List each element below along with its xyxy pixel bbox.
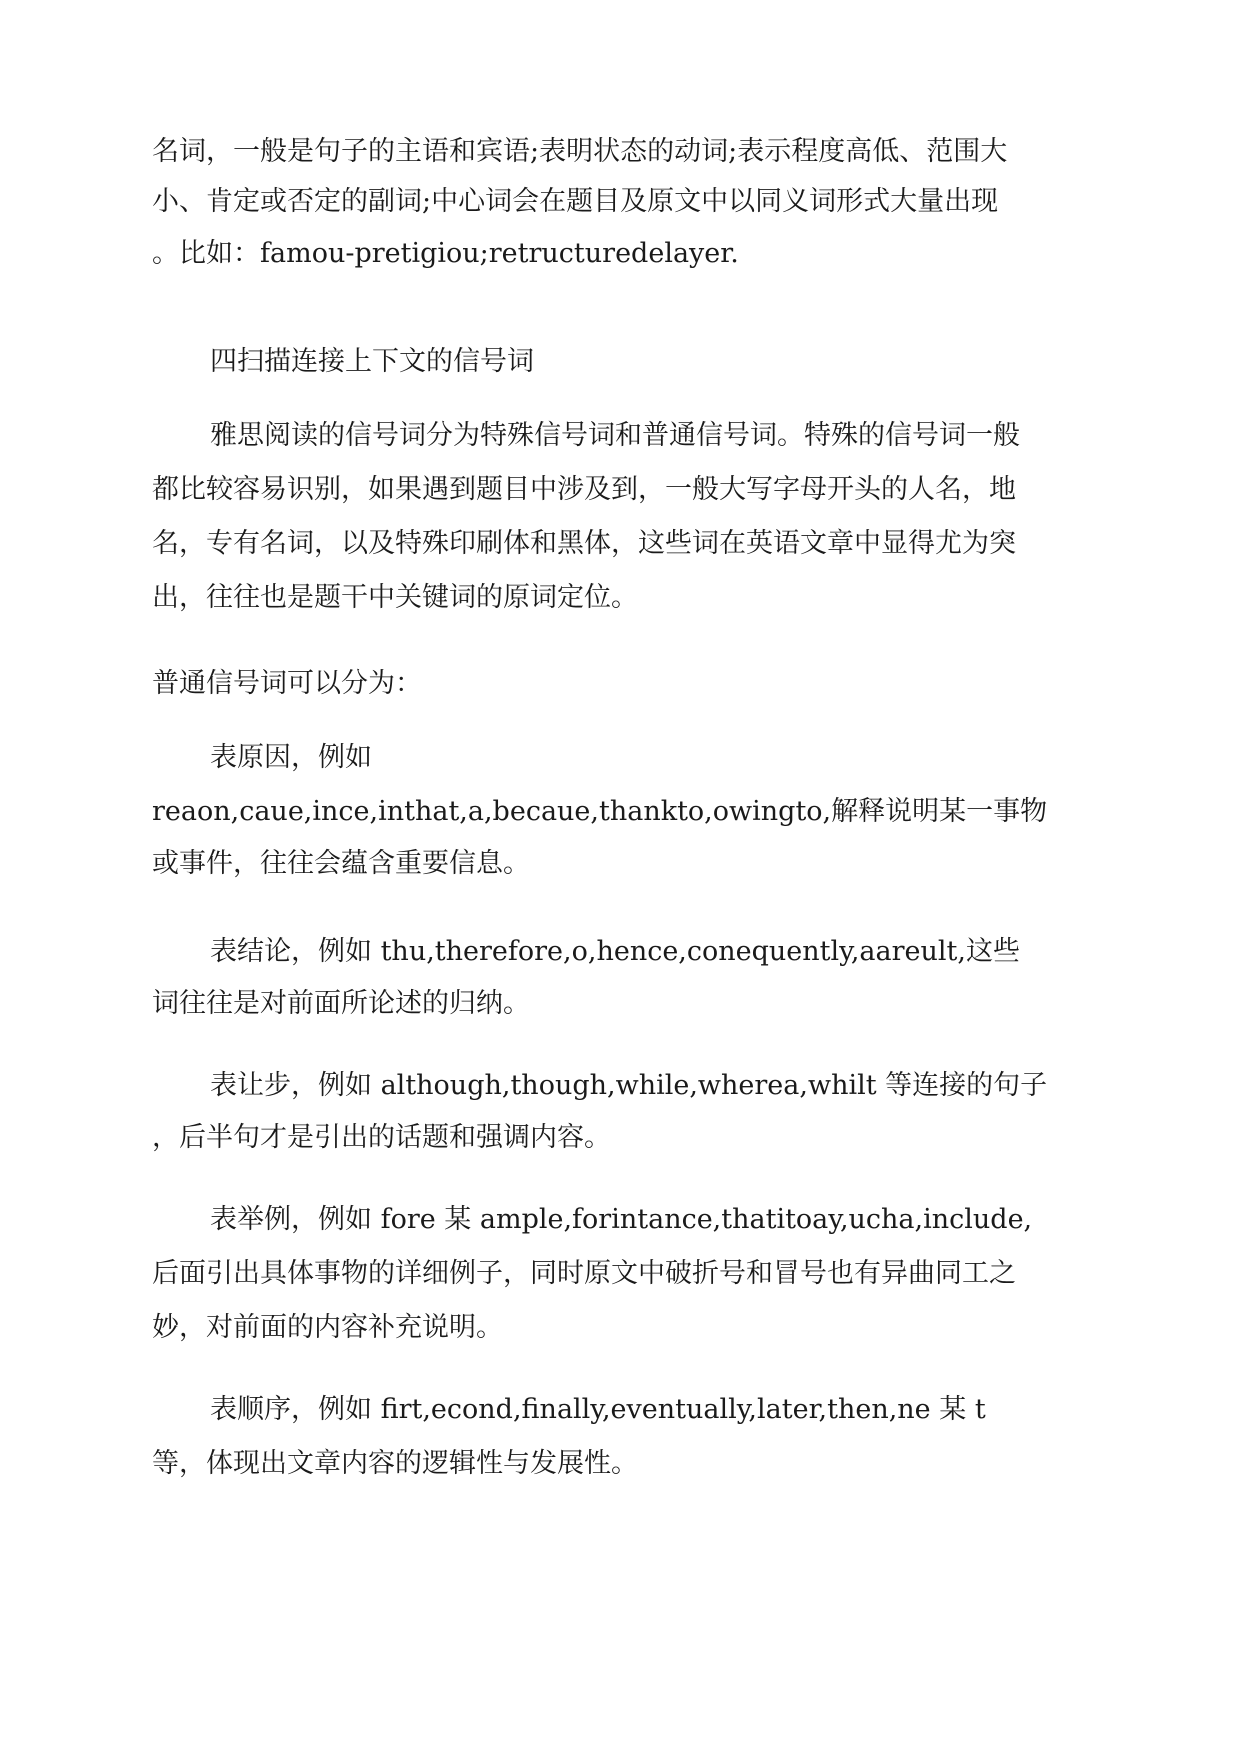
text-line: 。比如：famou-pretigiou;retructuredelayer. (152, 238, 739, 269)
section-heading: 四扫描连接上下文的信号词 (210, 346, 534, 377)
text-line: 普通信号词可以分为： (152, 668, 422, 699)
text-line: reaon,caue,ince,inthat,a,becaue,thankto,owingto,解释说明某一事物 (152, 796, 1048, 827)
text-line: 名，专有名词，以及特殊印刷体和黑体，这些词在英语文章中显得尤为突 (152, 528, 1016, 559)
text-line: 妙，对前面的内容补充说明。 (152, 1312, 503, 1343)
text-line: 都比较容易识别，如果遇到题目中涉及到，一般大写字母开头的人名，地 (152, 474, 1016, 505)
text-line: ，后半句才是引出的话题和强调内容。 (152, 1122, 611, 1153)
text-line: 表让步，例如 although,though,while,wherea,whilt 等连接的句子 (210, 1070, 1048, 1101)
text-line: 后面引出具体事物的详细例子，同时原文中破折号和冒号也有异曲同工之 (152, 1258, 1016, 1289)
text-line: 等，体现出文章内容的逻辑性与发展性。 (152, 1448, 638, 1479)
text-line: 出，往往也是题干中关键词的原词定位。 (152, 582, 638, 613)
text-line: 表举例，例如 fore 某 ample,forintance,thatitoay,ucha,include, (210, 1204, 1033, 1235)
text-line: 表顺序，例如 firt,econd,finally,eventually,later,then,ne 某 t (210, 1394, 986, 1425)
text-line: 词往往是对前面所论述的归纳。 (152, 988, 530, 1019)
text-line: 表原因，例如 (210, 742, 372, 773)
text-line: 小、肯定或否定的副词;中心词会在题目及原文中以同义词形式大量出现 (152, 186, 999, 217)
text-line: 表结论，例如 thu,therefore,o,hence,conequently,aareult,这些 (210, 936, 1020, 967)
text-line: 名词，一般是句子的主语和宾语;表明状态的动词;表示程度高低、范围大 (152, 136, 1008, 167)
text-line: 雅思阅读的信号词分为特殊信号词和普通信号词。特殊的信号词一般 (210, 420, 1020, 451)
text-line: 或事件，往往会蕴含重要信息。 (152, 848, 530, 879)
